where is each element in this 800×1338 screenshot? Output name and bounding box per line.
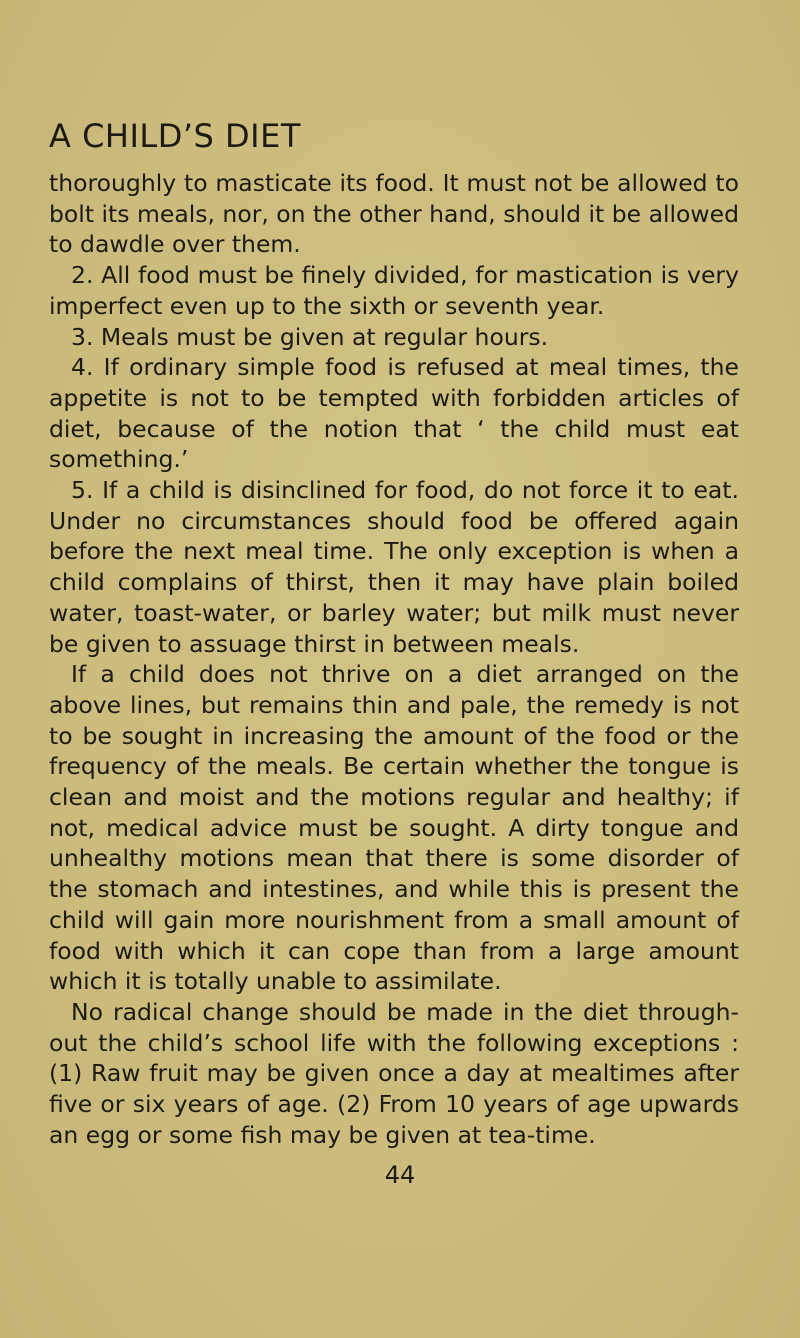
paragraph-rule-2: 2. All food must be finely divided, for mastication is very imperfect even up to the sixth or seventh year. [49,261,739,320]
paragraph-continued: thoroughly to masticate its food. It must not be allowed to bolt its meals, nor, on the other hand, should it be allowed to dawdle over them. [49,169,740,259]
running-head: A CHILD’S DIET [49,117,301,155]
body-text [49,168,739,1151]
paragraph-rule-4: 4. If ordinary simple food is refused at meal times, the appetite is not to be tempted with forbidden articles of diet, because of the notion that ‘ the child must eat something.’ [49,353,739,474]
page-number: 44 [384,1161,416,1189]
paragraph-rule-5: 5. If a child is disinclined for food, do not force it to eat. Under no circumstances should food be offered again before the next meal time. The only exception is when a child complains of thirst, then it may have plain boiled water, toast-water, or barley water; but milk must never be given to assuage thirst in between meals. [49,476,739,658]
paragraph-exceptions: No radical change should be made in the diet through- out the child’s school life with the following exceptions : (1) Raw fruit may be given once a day at mealtimes after five or six years of age. (2) From 10 years of age upwards an egg or some fish may be given at tea-time. [49,997,739,1149]
paragraph-thrive: If a child does not thrive on a diet arranged on the above lines, but remains thin and pale, the remedy is not to be sought in increasing the amount of the food or the frequency of the meals. Be certain whether the tongue is clean and moist and the motions regular and healthy; if not, medical advice must be sought. A dirty tongue and unhealthy motions mean that there is some disorder of the stomach and intestines, and while this is present the child will gain more nourishment from a small amount of food with which it can cope than from a large amount which it is totally unable to assimilate. [49,660,739,996]
paragraph-rule-3: 3. Meals must be given at regular hours. [71,322,549,351]
